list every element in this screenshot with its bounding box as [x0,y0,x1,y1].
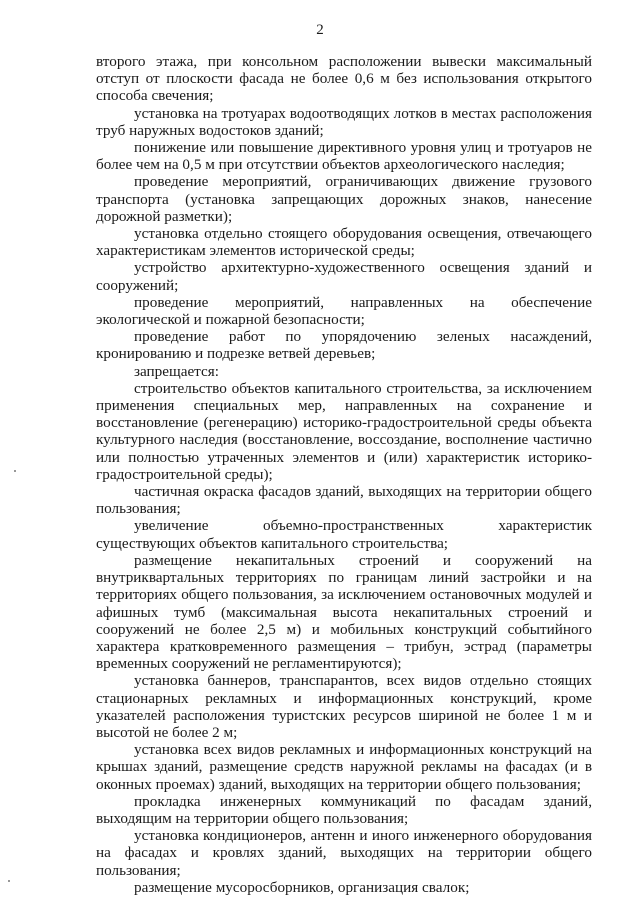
list-item: размещение мусоросборников, организация свалок; [134,878,470,896]
list-item: установка баннеров, транспарантов, всех видов отдельно стоящих стационарных рекламных и информационных конструкций, кроме указателей расположения туристских ресурсов шириной не более 1 м и высотой не более 2 м; [96,672,592,741]
list-item: проведение мероприятий, ограничивающих движение грузового транспорта (установка запрещающих дорожных знаков, нанесение дорожной разметки); [96,173,592,225]
paragraph-continuation: второго этажа, при консольном расположении вывески максимальный отступ от плоскости фасада не более 0,6 м без использования открытого способа свечения; [96,53,592,105]
list-item: частичная окраска фасадов зданий, выходящих на территории общего пользования; [96,483,592,518]
list-item: проведение мероприятий, направленных на обеспечение экологической и пожарной безопасности; [96,293,592,329]
list-item: размещение некапитальных строений и сооружений на внутриквартальных территориях по границам линий застройки и на территориях общего пользования, за исключением остановочных модулей и афишных тумб (максимальная высота некапитальных строений и сооружений не более 2,5 м) и мобильных конструкций событийного характера кратковременного размещения – трибун, эстрад (параметры временных сооружений не регламентируются); [96,551,592,673]
list-item: строительство объектов капитального строительства, за исключением применения специальных мер, направленных на сохранение и восстановление (регенерацию) историко-градостроительной среды объекта культурного наследия (восстановление, воссоздание, восполнение частично или полностью утраченных элементов и (или) характеристик историко-градостроительной среды); [96,379,592,483]
scan-speck [14,470,16,472]
list-item: понижение или повышение директивного уровня улиц и тротуаров не более чем на 0,5 м при отсутствии объектов археологического наследия; [96,139,592,174]
list-item: установка кондиционеров, антенн и иного инженерного оборудования на фасадах и кровлях зданий, выходящих на территории общего пользования; [96,827,592,879]
page-number: 2 [316,22,324,38]
list-item: установка отдельно стоящего оборудования освещения, отвечающего характеристикам элементов исторической среды; [96,225,592,260]
list-item: увеличение объемно-пространственных характеристик существующих объектов капитального строительства; [96,517,592,552]
list-item: проведение работ по упорядочению зеленых насаждений, кронированию и подрезке ветвей деревьев; [96,328,592,363]
list-item: установка на тротуарах водоотводящих лотков в местах расположения труб наружных водостоков зданий; [96,104,592,139]
scan-speck [8,880,10,882]
document-body [96,53,592,896]
list-item: устройство архитектурно-художественного освещения зданий и сооружений; [96,259,592,294]
list-item: установка всех видов рекламных и информационных конструкций на крышах зданий, размещение средств наружной рекламы на фасадах (и в оконных проемах) зданий, выходящих на территории общего пользования; [96,741,592,793]
list-item: прокладка инженерных коммуникаций по фасадам зданий, выходящим на территории общего пользования; [96,792,592,827]
section-label-prohibited: запрещается: [134,362,219,380]
